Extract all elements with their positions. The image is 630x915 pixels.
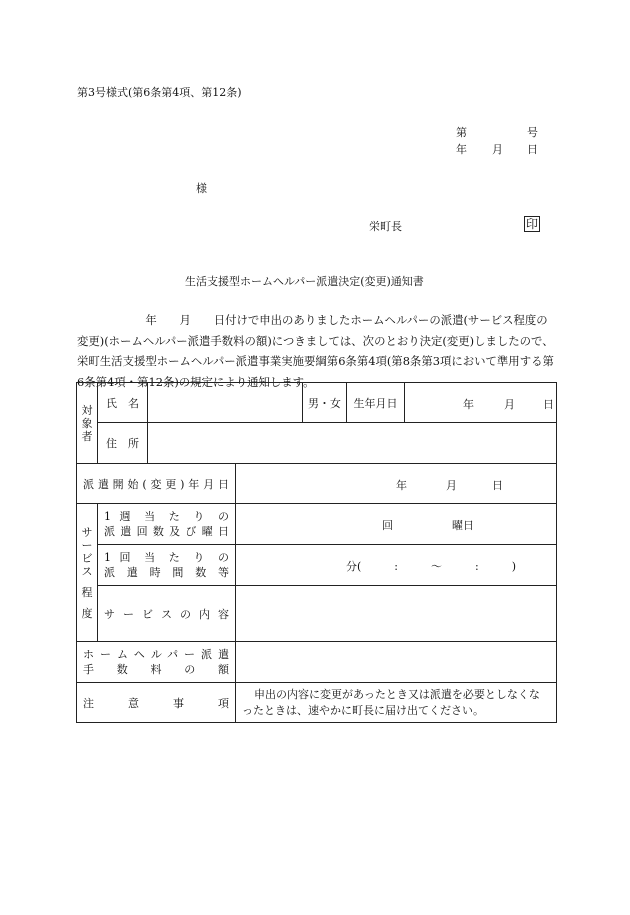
birth-month: 月 <box>504 397 515 411</box>
doc-number-prefix: 第 <box>456 126 467 139</box>
start-date-label: 派遣開始(変更)年月日 <box>77 464 236 504</box>
weekly-field[interactable] <box>236 504 557 545</box>
date-year: 年 <box>456 143 467 156</box>
address-label: 住 所 <box>98 423 148 464</box>
body-paragraph: 年 月 日付けで申出のありましたホームヘルパーの派遣(サービス程度の変更)(ホームヘルパー派遣手数料の額)につきましては、次のとおり決定(変更)しましたので、栄町生活支援型ホームヘルパー派遣事業実施要綱第6条第4項(第8条第3項において準用する第6条第4項・第12条)の規定により通知します。 <box>77 313 554 389</box>
notice-table <box>76 382 557 723</box>
start-month: 月 <box>446 478 457 492</box>
subject-label-cell: 対 象 者 <box>77 383 98 464</box>
weekly-label: 1 週 当 た り の 派遣回数及び曜日 <box>98 504 236 545</box>
addressee-suffix: 様 <box>196 182 207 195</box>
birthdate-label: 生年月日 <box>347 383 405 423</box>
birth-year: 年 <box>463 397 474 411</box>
per-visit-field[interactable] <box>236 545 557 586</box>
service-content-label: サービスの内容 <box>98 586 236 642</box>
fee-label: ホームヘルパー派遣 手 数 料 の 額 <box>77 642 236 683</box>
doc-number-suffix: 号 <box>527 126 538 139</box>
start-date-field[interactable] <box>236 464 557 504</box>
document-title: 生活支援型ホームヘルパー派遣決定(変更)通知書 <box>185 275 424 288</box>
start-day: 日 <box>492 478 503 492</box>
address-field[interactable] <box>148 423 557 464</box>
name-field[interactable] <box>148 383 303 423</box>
service-label-cell: サ ー ビ ス 程 度 <box>77 504 98 642</box>
seal-mark: 印 <box>525 217 538 231</box>
form-number: 第3号様式(第6条第4項、第12条) <box>77 86 242 99</box>
start-year: 年 <box>396 478 407 492</box>
gender-select[interactable]: 男・女 <box>303 383 347 423</box>
date-day: 日 <box>527 143 538 156</box>
fee-field[interactable] <box>236 642 557 683</box>
birth-day: 日 <box>543 397 554 411</box>
notes-label: 注意事項 <box>77 683 236 723</box>
issuer-name: 栄町長 <box>369 220 402 233</box>
birthdate-field[interactable] <box>405 383 557 423</box>
service-content-field[interactable] <box>236 586 557 642</box>
per-visit-label: 1 回 当 た り の 派 遣 時 間 数 等 <box>98 545 236 586</box>
per-visit-value: 分( : 〜 : ) <box>346 560 516 573</box>
name-label: 氏 名 <box>98 383 148 423</box>
weekly-dow: 曜日 <box>452 519 474 532</box>
date-month: 月 <box>492 143 503 156</box>
weekly-times: 回 <box>382 519 393 532</box>
notes-text: 申出の内容に変更があったとき又は派遣を必要としなくなったときは、速やかに町長に届け出てください。 <box>236 683 557 723</box>
